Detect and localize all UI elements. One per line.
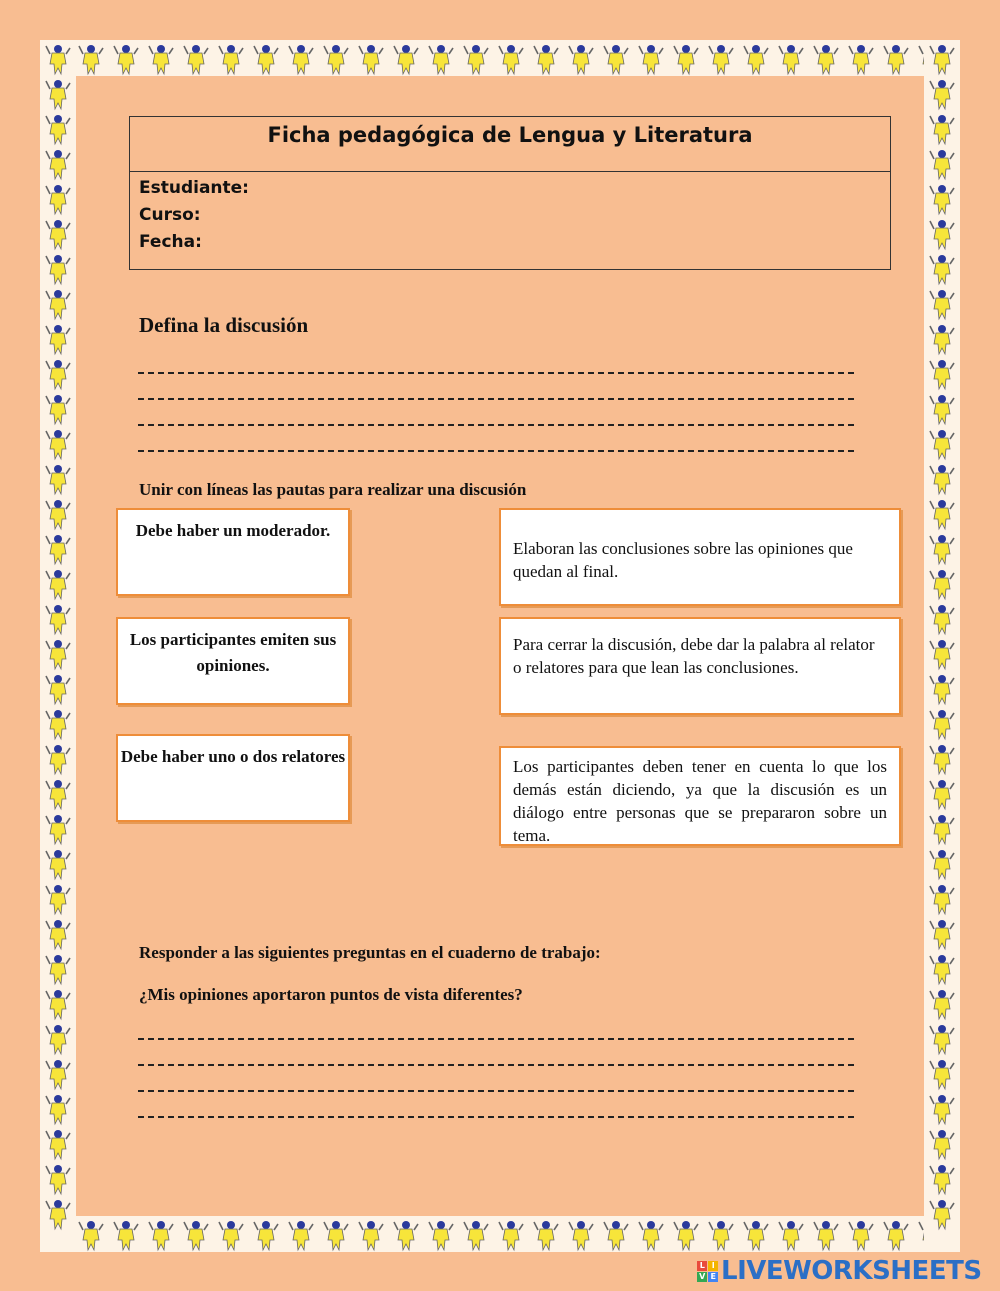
figure-icon — [930, 80, 954, 109]
figure-icon — [674, 1221, 698, 1250]
figure-icon — [814, 1221, 838, 1250]
figure-icon — [184, 1221, 208, 1250]
answer-line[interactable] — [138, 1048, 854, 1074]
figure-icon — [46, 815, 70, 844]
figure-icon — [930, 815, 954, 844]
figure-icon — [930, 185, 954, 214]
student-fields — [130, 172, 890, 256]
figure-icon — [930, 1025, 954, 1054]
match-left-item[interactable]: Debe haber un moderador. — [116, 508, 350, 596]
worksheet-title: Ficha pedagógica de Lengua y Literatura — [130, 117, 890, 172]
figure-icon — [930, 45, 954, 74]
clipart-border-bottom — [40, 1216, 960, 1252]
figure-icon — [254, 1221, 278, 1250]
figure-icon — [849, 1221, 873, 1250]
figure-icon — [46, 80, 70, 109]
figure-icon — [46, 570, 70, 599]
figure-icon — [429, 45, 453, 74]
figure-icon — [46, 850, 70, 879]
figure-icon — [46, 710, 70, 739]
figure-icon — [744, 45, 768, 74]
figure-icon — [46, 500, 70, 529]
figure-icon — [930, 780, 954, 809]
match-right-item[interactable]: Los participantes deben tener en cuenta lo que los demás están diciendo, ya que la discusión es un diálogo entre personas que se prepararon sobre un tema. — [499, 746, 901, 846]
figure-icon — [289, 1221, 313, 1250]
figure-icon — [46, 115, 70, 144]
figure-icon — [46, 1025, 70, 1054]
figure-icon — [359, 45, 383, 74]
figure-icon — [930, 150, 954, 179]
figure-icon — [46, 1130, 70, 1159]
matching-heading: Unir con líneas las pautas para realizar una discusión — [139, 480, 527, 499]
answer-line[interactable] — [138, 356, 854, 382]
figure-icon — [930, 1095, 954, 1124]
field-estudiante[interactable]: Estudiante: — [139, 178, 249, 198]
figure-icon — [46, 395, 70, 424]
answer-line[interactable] — [138, 434, 854, 460]
figure-icon — [46, 220, 70, 249]
figure-icon — [46, 465, 70, 494]
figure-icon — [534, 1221, 558, 1250]
answer-line[interactable] — [138, 408, 854, 434]
figure-icon — [46, 430, 70, 459]
answer-line[interactable] — [138, 1100, 854, 1126]
figure-icon — [499, 45, 523, 74]
figure-icon — [464, 45, 488, 74]
figure-icon — [46, 1165, 70, 1194]
figure-icon — [884, 45, 908, 74]
figure-icon — [930, 220, 954, 249]
figure-icon — [884, 1221, 908, 1250]
answer-line[interactable] — [138, 382, 854, 408]
clipart-border-top — [40, 40, 960, 76]
figure-icon — [464, 1221, 488, 1250]
answer-line[interactable] — [138, 1074, 854, 1100]
figure-icon — [930, 920, 954, 949]
figure-icon — [46, 360, 70, 389]
figure-icon — [46, 990, 70, 1019]
figure-icon — [930, 290, 954, 319]
figure-icon — [930, 395, 954, 424]
liveworksheets-watermark — [697, 1256, 982, 1286]
figure-icon — [46, 185, 70, 214]
field-fecha[interactable]: Fecha: — [139, 232, 202, 252]
match-left-item[interactable]: Los participantes emiten sus opiniones. — [116, 617, 350, 705]
figure-icon — [930, 325, 954, 354]
figure-icon — [46, 1200, 70, 1229]
figure-icon — [46, 605, 70, 634]
figure-icon — [79, 1221, 103, 1250]
figure-icon — [219, 1221, 243, 1250]
answer-lines-definition[interactable] — [138, 356, 854, 460]
figure-icon — [930, 1130, 954, 1159]
answer-line[interactable] — [138, 1022, 854, 1048]
answer-lines-question[interactable] — [138, 1022, 854, 1126]
figure-icon — [930, 430, 954, 459]
figure-icon — [46, 325, 70, 354]
figure-icon — [709, 45, 733, 74]
figure-icon — [79, 45, 103, 74]
match-left-item[interactable]: Debe haber uno o dos relatores — [116, 734, 350, 822]
figure-icon — [930, 360, 954, 389]
figure-icon — [534, 45, 558, 74]
figure-icon — [930, 640, 954, 669]
figure-icon — [744, 1221, 768, 1250]
figure-icon — [46, 255, 70, 284]
questions-heading: Responder a las siguientes preguntas en el cuaderno de trabajo: — [139, 943, 601, 962]
figure-icon — [814, 45, 838, 74]
figure-icon — [930, 535, 954, 564]
figure-icon — [930, 990, 954, 1019]
figure-icon — [254, 45, 278, 74]
figure-icon — [930, 500, 954, 529]
figure-icon — [604, 1221, 628, 1250]
figure-icon — [930, 675, 954, 704]
figure-icon — [569, 1221, 593, 1250]
figure-icon — [46, 955, 70, 984]
figure-icon — [219, 45, 243, 74]
field-curso[interactable]: Curso: — [139, 205, 201, 225]
figure-icon — [46, 535, 70, 564]
figure-icon — [359, 1221, 383, 1250]
brand-name: LIVEWORKSHEETS — [721, 1256, 982, 1286]
figure-icon — [930, 850, 954, 879]
figure-icon — [930, 1200, 954, 1229]
figure-icon — [639, 1221, 663, 1250]
clipart-border-left — [40, 40, 76, 1252]
figure-icon — [114, 45, 138, 74]
figure-icon — [930, 1165, 954, 1194]
figure-icon — [709, 1221, 733, 1250]
figure-icon — [930, 710, 954, 739]
figure-icon — [114, 1221, 138, 1250]
figure-icon — [930, 745, 954, 774]
header-box — [129, 116, 891, 270]
figure-icon — [930, 955, 954, 984]
figure-icon — [46, 745, 70, 774]
figure-icon — [639, 45, 663, 74]
figure-icon — [604, 45, 628, 74]
question-text: ¿Mis opiniones aportaron puntos de vista diferentes? — [139, 985, 523, 1004]
figure-icon — [930, 885, 954, 914]
figure-icon — [779, 1221, 803, 1250]
figure-icon — [46, 640, 70, 669]
figure-icon — [46, 1095, 70, 1124]
figure-icon — [149, 1221, 173, 1250]
define-heading: Defina la discusión — [139, 313, 309, 337]
figure-icon — [930, 1060, 954, 1089]
liveworksheets-logo-icon: L I V E — [697, 1261, 718, 1282]
figure-icon — [324, 1221, 348, 1250]
figure-icon — [569, 45, 593, 74]
match-right-item[interactable]: Para cerrar la discusión, debe dar la palabra al relator o relatores para que lean las conclusiones. — [499, 617, 901, 715]
figure-icon — [149, 45, 173, 74]
figure-icon — [46, 920, 70, 949]
figure-icon — [394, 1221, 418, 1250]
figure-icon — [499, 1221, 523, 1250]
figure-icon — [46, 1060, 70, 1089]
figure-icon — [46, 885, 70, 914]
figure-icon — [46, 45, 70, 74]
figure-icon — [779, 45, 803, 74]
figure-icon — [429, 1221, 453, 1250]
figure-icon — [324, 45, 348, 74]
match-right-item[interactable]: Elaboran las conclusiones sobre las opiniones que quedan al final. — [499, 508, 901, 606]
figure-icon — [930, 115, 954, 144]
figure-icon — [930, 605, 954, 634]
clipart-border-right — [924, 40, 960, 1252]
figure-icon — [394, 45, 418, 74]
figure-icon — [930, 255, 954, 284]
figure-icon — [46, 150, 70, 179]
figure-icon — [46, 290, 70, 319]
figure-icon — [289, 45, 313, 74]
figure-icon — [184, 45, 208, 74]
figure-icon — [46, 780, 70, 809]
figure-icon — [849, 45, 873, 74]
figure-icon — [674, 45, 698, 74]
figure-icon — [930, 570, 954, 599]
figure-icon — [46, 675, 70, 704]
figure-icon — [930, 465, 954, 494]
